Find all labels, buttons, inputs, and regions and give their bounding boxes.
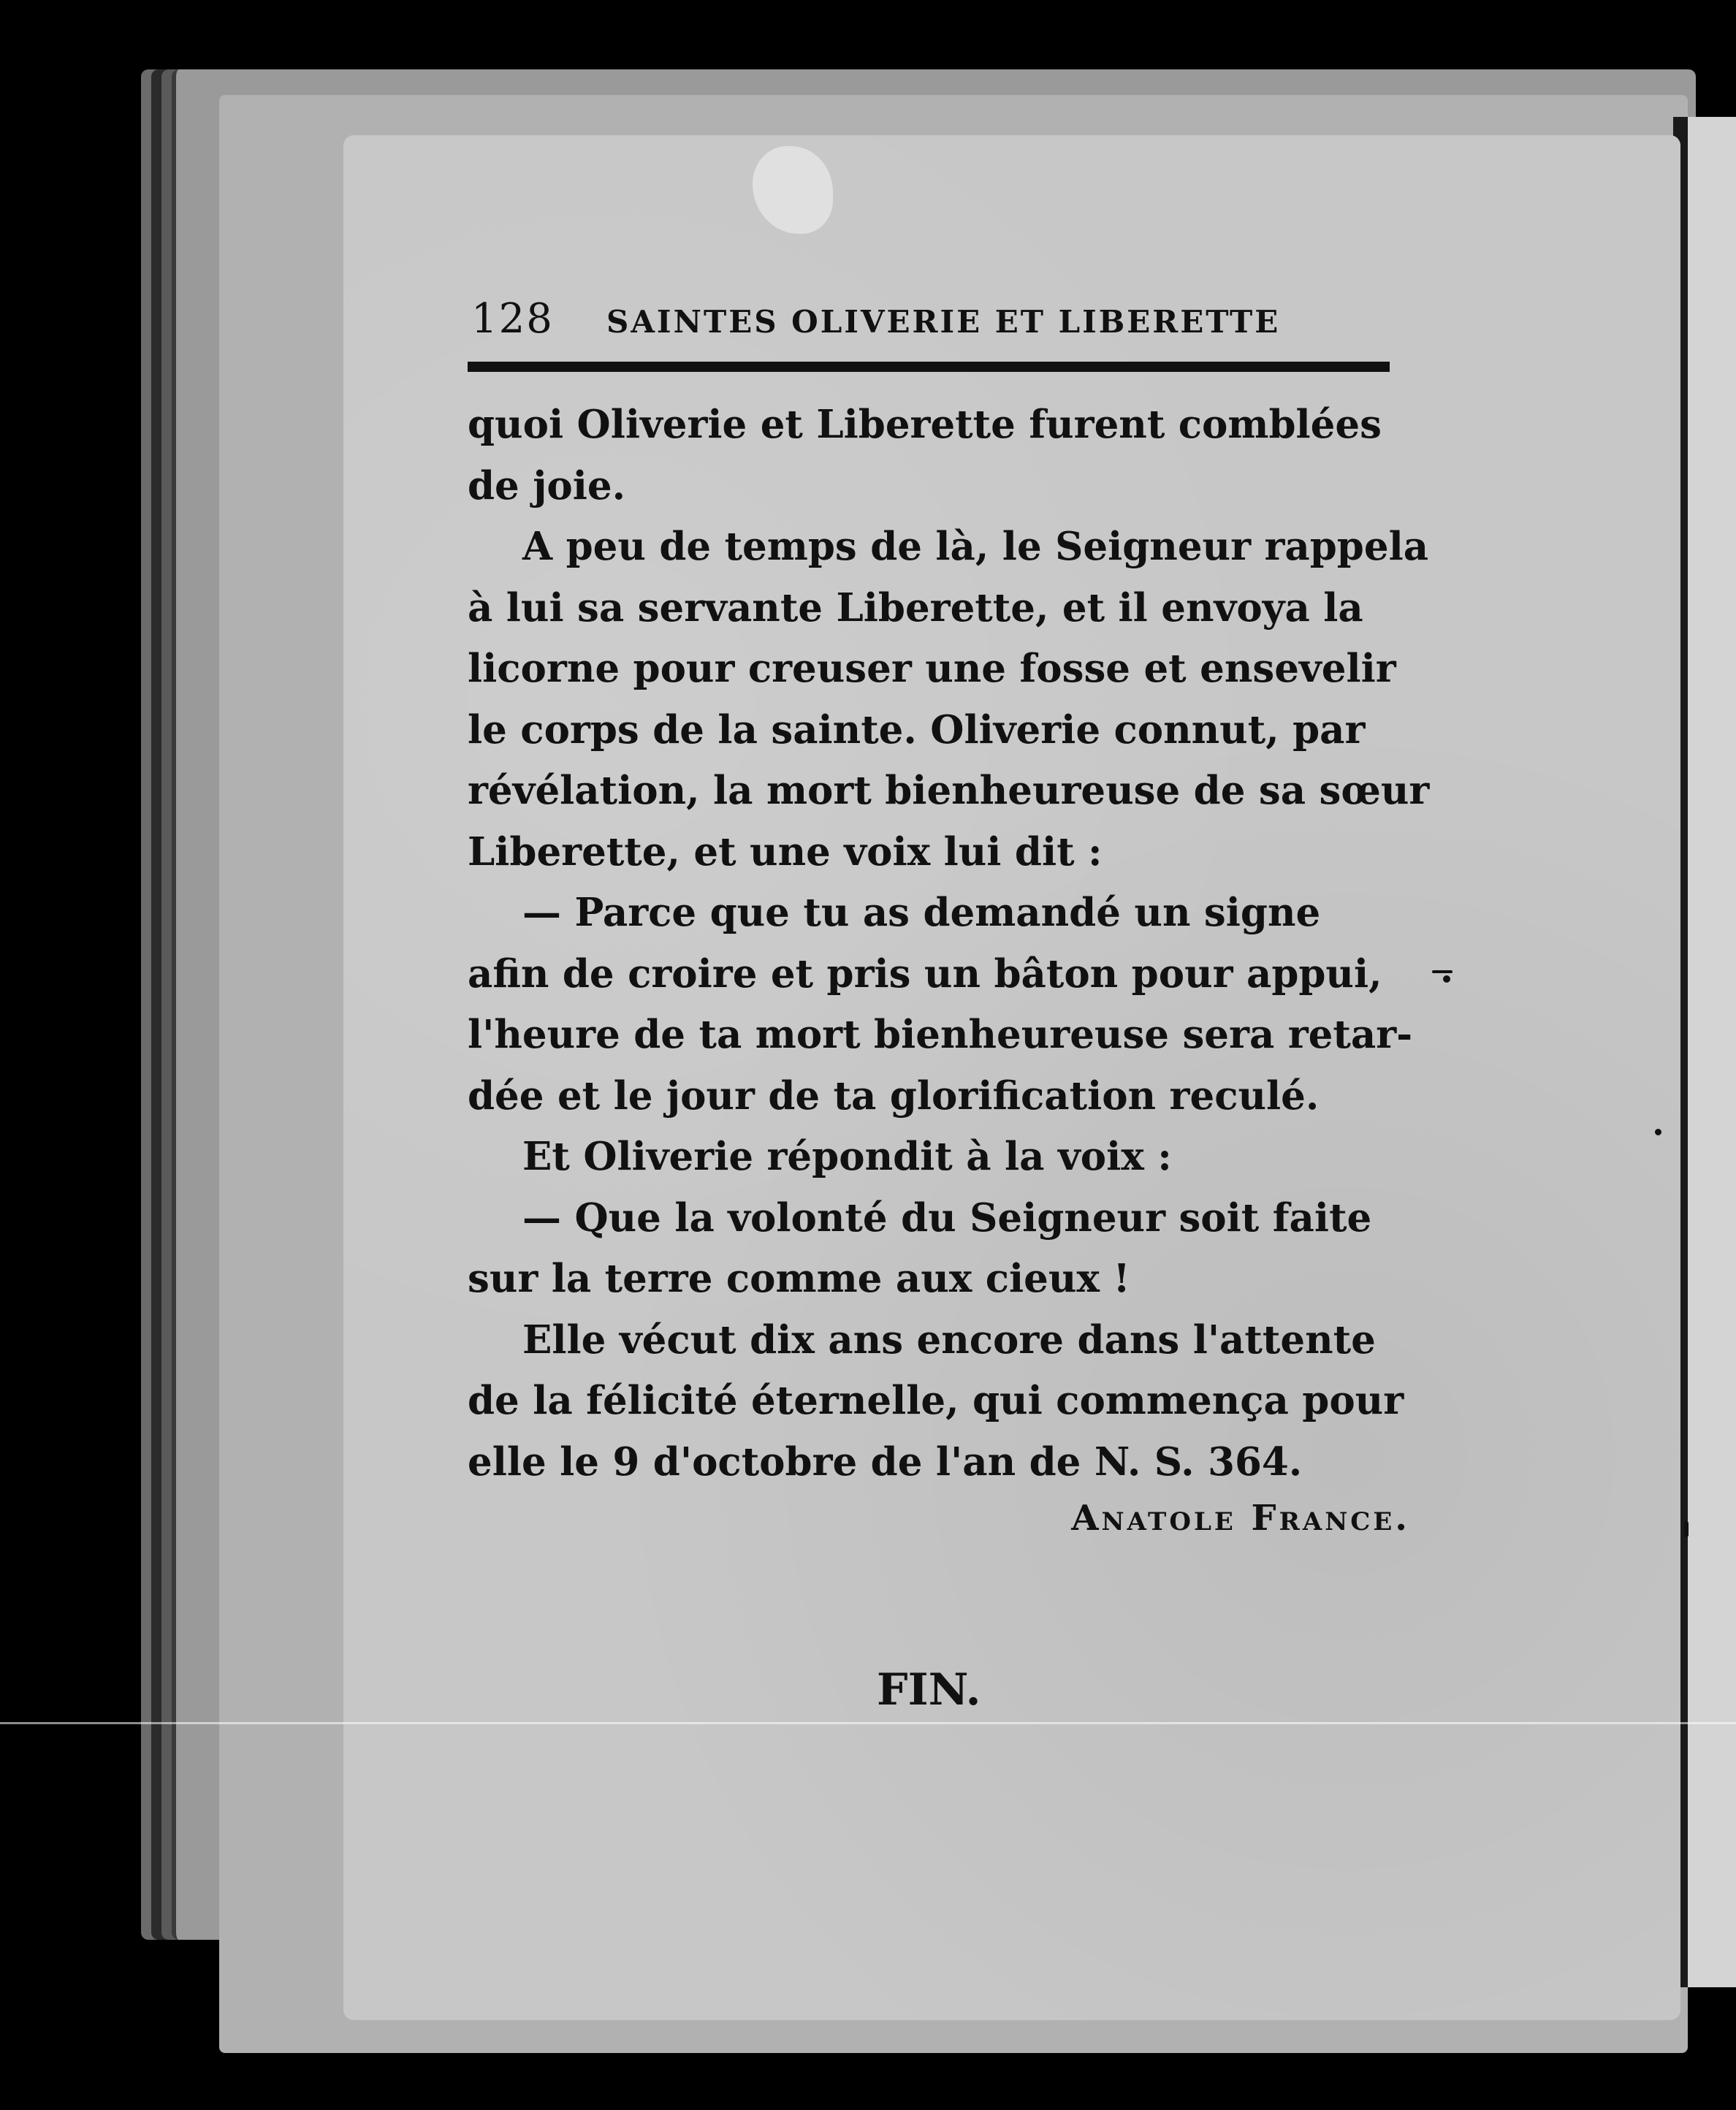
header-rule bbox=[468, 362, 1390, 372]
text-line: elle le 9 d'octobre de l'an de N. S. 364. bbox=[468, 1439, 1303, 1485]
ink-speck bbox=[1684, 1521, 1689, 1537]
text-line: Elle vécut dix ans encore dans l'attente bbox=[522, 1317, 1376, 1363]
text-line: Et Oliverie répondit à la voix : bbox=[522, 1134, 1172, 1179]
text-line: — Parce que tu as demandé un signe bbox=[522, 890, 1321, 935]
ink-speck bbox=[1432, 970, 1453, 973]
body-text bbox=[468, 395, 1430, 1493]
scan-artifact-line bbox=[0, 1722, 1736, 1724]
text-line: quoi Oliverie et Liberette furent comblées bbox=[468, 402, 1382, 447]
facing-page-strip bbox=[1688, 117, 1736, 1987]
text-line: de la félicité éternelle, qui commença pour bbox=[468, 1378, 1404, 1423]
closing-word: FIN. bbox=[877, 1664, 981, 1715]
text-line: sur la terre comme aux cieux ! bbox=[468, 1256, 1130, 1301]
text-line: le corps de la sainte. Oliverie connut, par bbox=[468, 706, 1366, 753]
author-signature: Anatole France. bbox=[1071, 1498, 1410, 1539]
text-line: dée et le jour de ta glorification reculé. bbox=[468, 1073, 1320, 1119]
page-number: 128 bbox=[471, 295, 554, 343]
ink-speck bbox=[1443, 975, 1450, 983]
text-line: révélation, la mort bienheureuse de sa sœur bbox=[468, 768, 1430, 813]
text-line: afin de croire et pris un bâton pour appui, bbox=[468, 951, 1382, 997]
page-header bbox=[471, 291, 1392, 349]
text-line: A peu de temps de là, le Seigneur rappela bbox=[522, 524, 1429, 569]
text-line: licorne pour creuser une fosse et ensevelir bbox=[468, 646, 1396, 691]
text-line: de joie. bbox=[468, 462, 626, 509]
ink-speck bbox=[1655, 1129, 1661, 1135]
running-title: SAINTES OLIVERIE ET LIBERETTE bbox=[606, 304, 1281, 340]
text-line: Liberette, et une voix lui dit : bbox=[468, 829, 1103, 875]
text-line: — Que la volonté du Seigneur soit faite bbox=[522, 1195, 1372, 1241]
text-line: à lui sa servante Liberette, et il envoya la bbox=[468, 584, 1363, 631]
scan-border-top bbox=[0, 0, 1736, 66]
text-line: l'heure de ta mort bienheureuse sera retar- bbox=[468, 1012, 1413, 1057]
